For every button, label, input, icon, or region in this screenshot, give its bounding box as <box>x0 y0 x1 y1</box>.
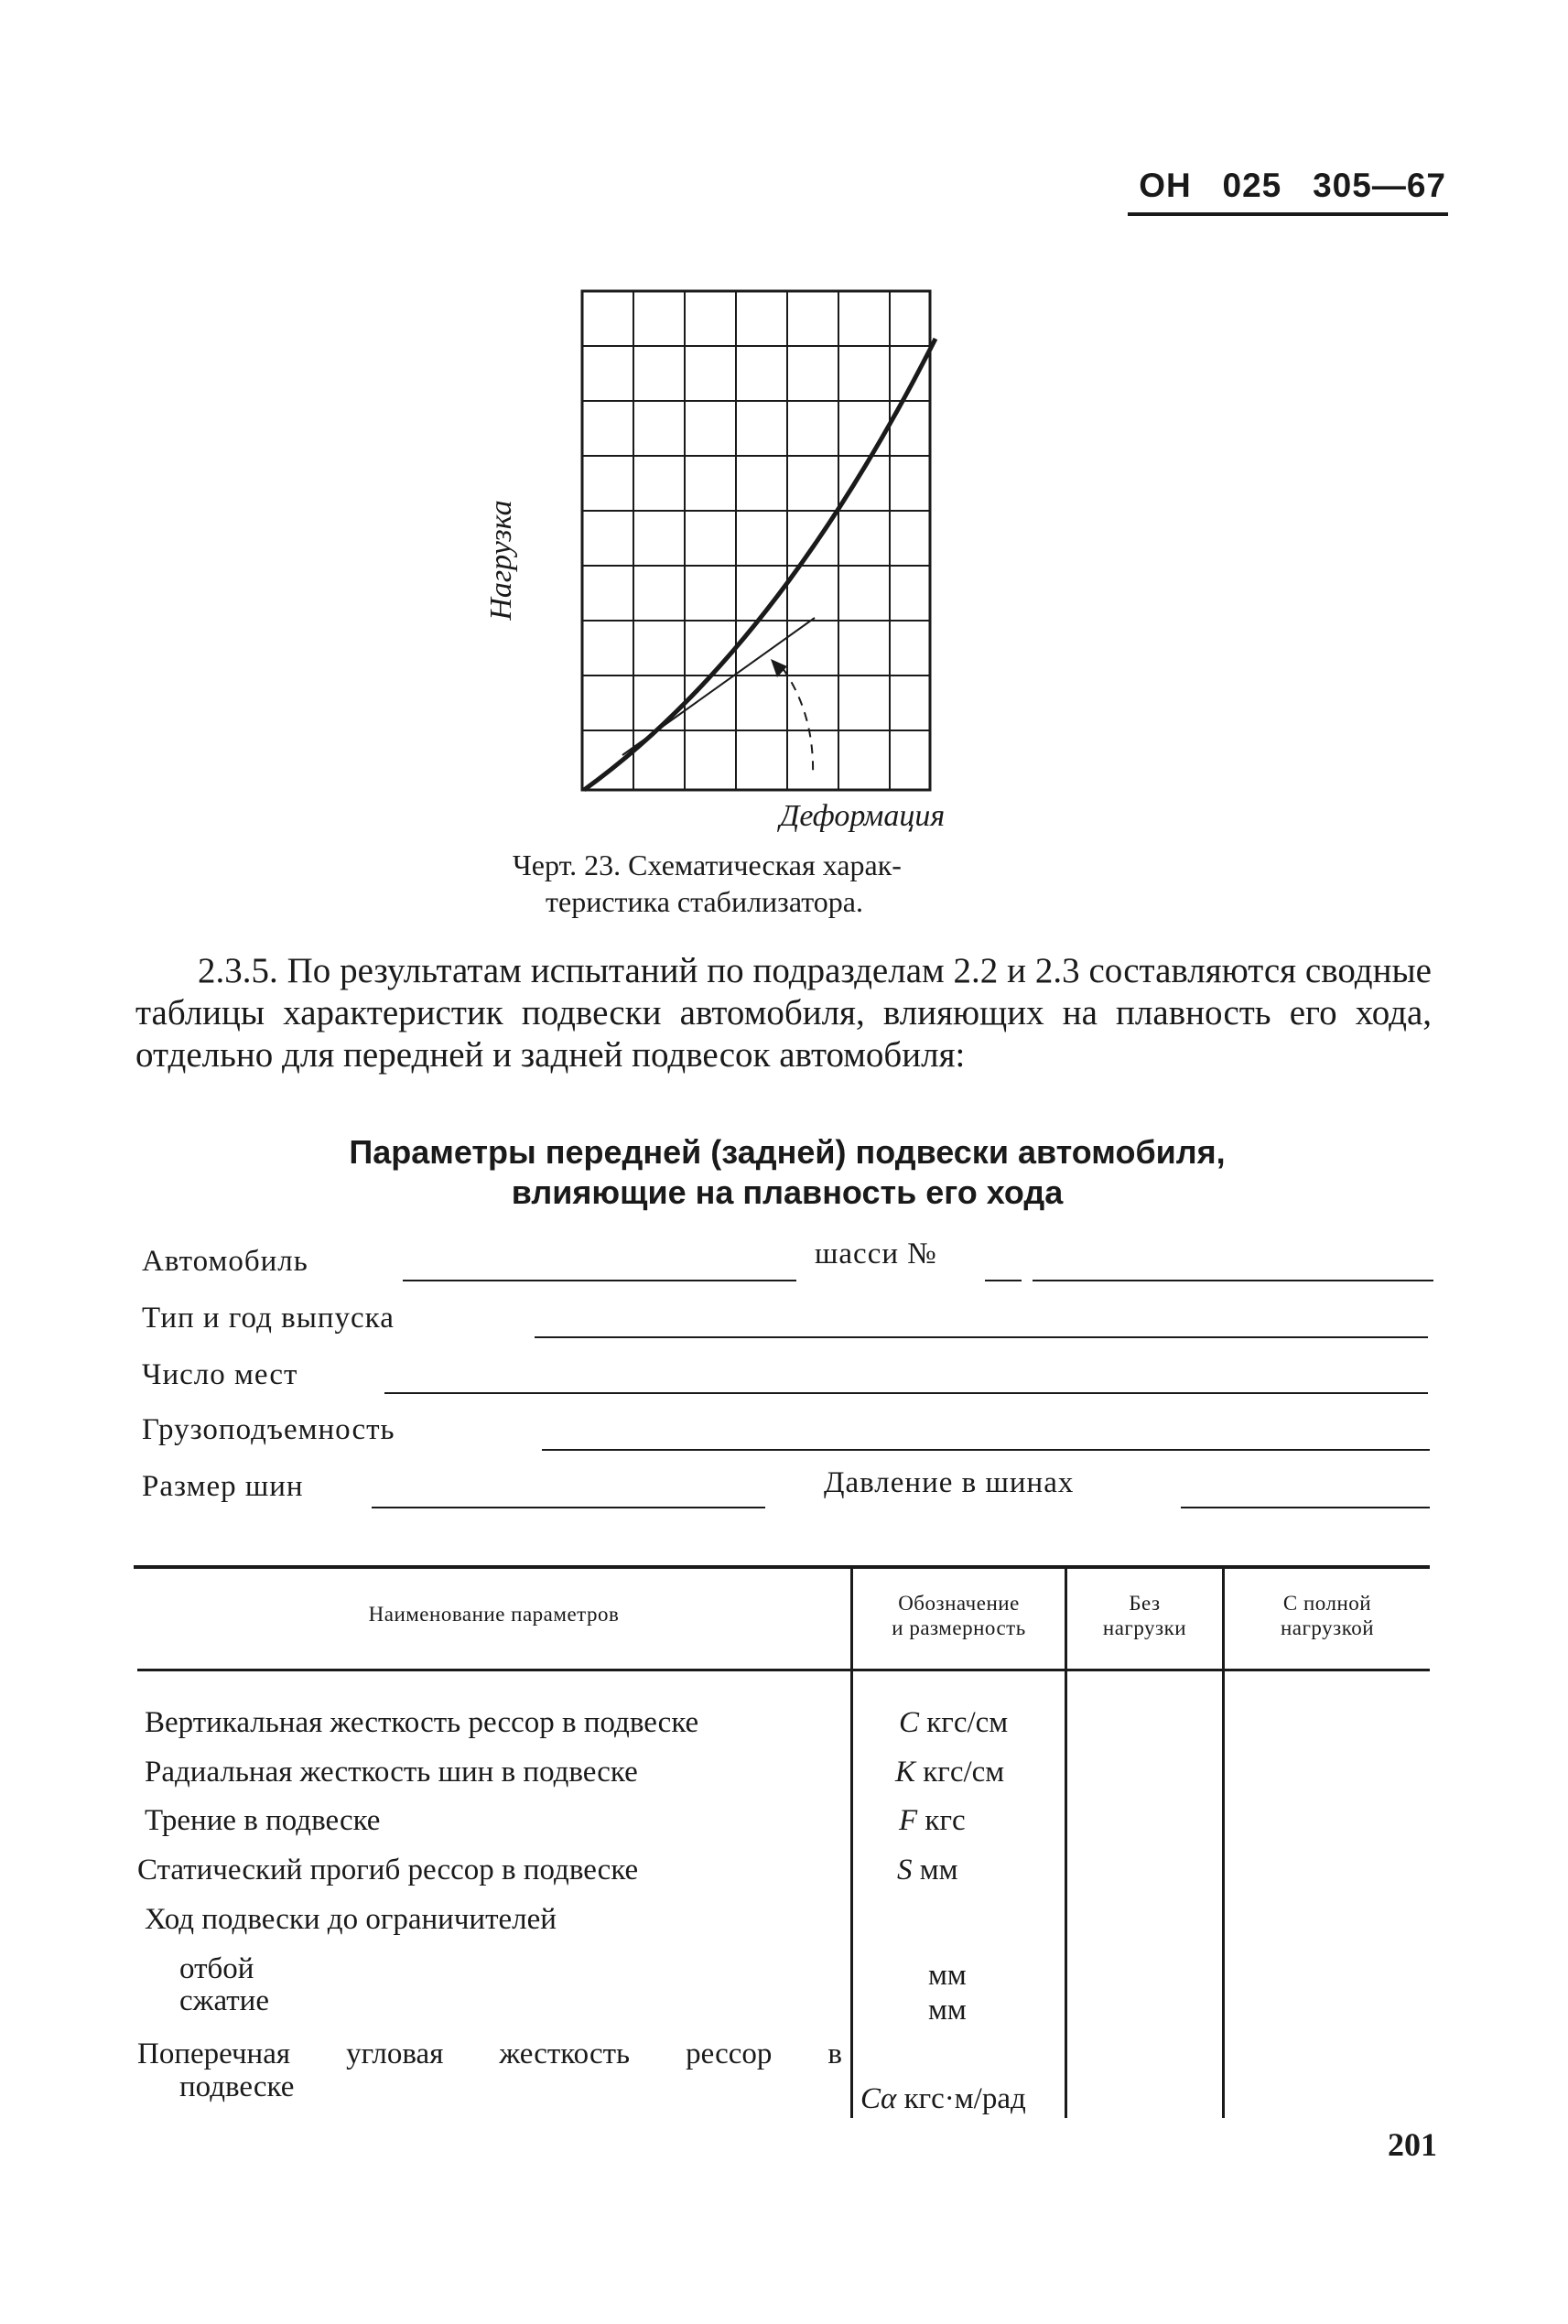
x-axis-label: Деформация <box>779 799 946 833</box>
table-row-label: Вертикальная жесткость рессор в подвеске <box>145 1706 699 1739</box>
header-rule <box>1128 212 1448 216</box>
header-no-load-line: Без <box>1129 1592 1161 1615</box>
caption-line: Черт. 23. Схематическая харак- <box>513 849 902 881</box>
row-symbol: S <box>897 1854 913 1886</box>
car-field-line <box>403 1280 796 1281</box>
type-year-field-line <box>535 1336 1428 1338</box>
car-label: Автомобиль <box>142 1245 308 1278</box>
row-unit-text: кгс <box>925 1804 966 1837</box>
table-row-unit: мм <box>928 1959 967 1992</box>
table-row-label: подвеске <box>179 2070 295 2103</box>
paragraph-2-3-5: 2.3.5. По результатам испытаний по подразделам 2.2 и 2.3 составляются сводные таблицы характеристик подвески автомобиля, влияющих на плавность его хода, отдельно для передней и задней подвесок автомобиля: <box>135 951 1432 1075</box>
row-unit-text: кгс/см <box>923 1756 1005 1789</box>
table-title <box>137 1132 1437 1213</box>
header-designation-line: и размерность <box>892 1616 1026 1639</box>
tangent-line <box>622 618 815 755</box>
row-unit-text: кгс/см <box>926 1706 1009 1739</box>
table-row-unit <box>860 2082 1026 2116</box>
chassis-number-line <box>985 1280 1022 1281</box>
chassis-field-line <box>1033 1280 1433 1281</box>
row-symbol: K <box>895 1756 916 1789</box>
capacity-field-line <box>542 1449 1430 1451</box>
tire-pressure-field-line <box>1181 1507 1430 1508</box>
table-col-divider <box>1065 1569 1067 2118</box>
table-row-unit <box>899 1706 1008 1740</box>
table-row-label: Поперечная угловая жесткость рессор в <box>137 2038 842 2070</box>
figure-caption <box>513 847 1062 920</box>
tire-size-label: Размер шин <box>142 1470 304 1503</box>
table-row-unit <box>895 1756 1004 1789</box>
characteristic-curve <box>584 339 935 790</box>
header-designation <box>853 1591 1065 1640</box>
header-no-load-line: нагрузки <box>1102 1616 1187 1639</box>
table-title-line: влияющие на плавность его хода <box>511 1173 1064 1211</box>
table-row-label: Трение в подвеске <box>145 1804 381 1837</box>
table-row-unit <box>897 1854 958 1887</box>
table-row-label: Ход подвески до ограничителей <box>145 1903 557 1936</box>
table-header-rule <box>137 1669 1430 1671</box>
table-row-label: сжатие <box>179 1984 269 2017</box>
capacity-label: Грузоподъемность <box>142 1413 395 1446</box>
table-row-unit: мм <box>928 1994 967 2027</box>
y-axis-label: Нагрузка <box>484 500 518 621</box>
tire-pressure-label: Давление в шинах <box>824 1466 1075 1499</box>
row-symbol: F <box>899 1804 918 1837</box>
table-col-divider <box>1222 1569 1225 2118</box>
table-top-rule <box>134 1565 1430 1569</box>
header-parameter-name: Наименование параметров <box>368 1603 620 1626</box>
table-col-divider <box>850 1569 853 2118</box>
chassis-label: шасси № <box>815 1238 937 1270</box>
table-row-label: отбой <box>179 1952 254 1985</box>
seats-field-line <box>384 1392 1428 1394</box>
row-unit-text: мм <box>919 1854 958 1886</box>
header-full-load <box>1225 1591 1430 1640</box>
caption-line: теристика стабилизатора. <box>546 885 863 918</box>
header-full-load-line: С полной <box>1282 1592 1372 1615</box>
header-designation-line: Обозначение <box>898 1592 1020 1615</box>
stabilizer-characteristic-figure <box>522 275 998 805</box>
table-title-line: Параметры передней (задней) подвески автомобиля, <box>349 1133 1226 1171</box>
table-row-unit <box>899 1804 966 1838</box>
page-number: 201 <box>1388 2126 1437 2163</box>
header-full-load-line: нагрузкой <box>1280 1616 1375 1639</box>
table-row-label: Радиальная жесткость шин в подвеске <box>145 1756 638 1789</box>
seats-label: Число мест <box>142 1358 298 1391</box>
row-symbol: C <box>899 1706 920 1739</box>
row-unit-text: кгс·м/рад <box>903 2082 1026 2115</box>
type-year-label: Тип и год выпуска <box>142 1302 395 1335</box>
tire-size-field-line <box>372 1507 765 1508</box>
header-no-load <box>1067 1591 1222 1640</box>
document-code: ОН 025 305—67 <box>1139 167 1446 204</box>
row-symbol: Cα <box>860 2082 897 2115</box>
table-row-label: Статический прогиб рессор в подвеске <box>137 1854 639 1886</box>
